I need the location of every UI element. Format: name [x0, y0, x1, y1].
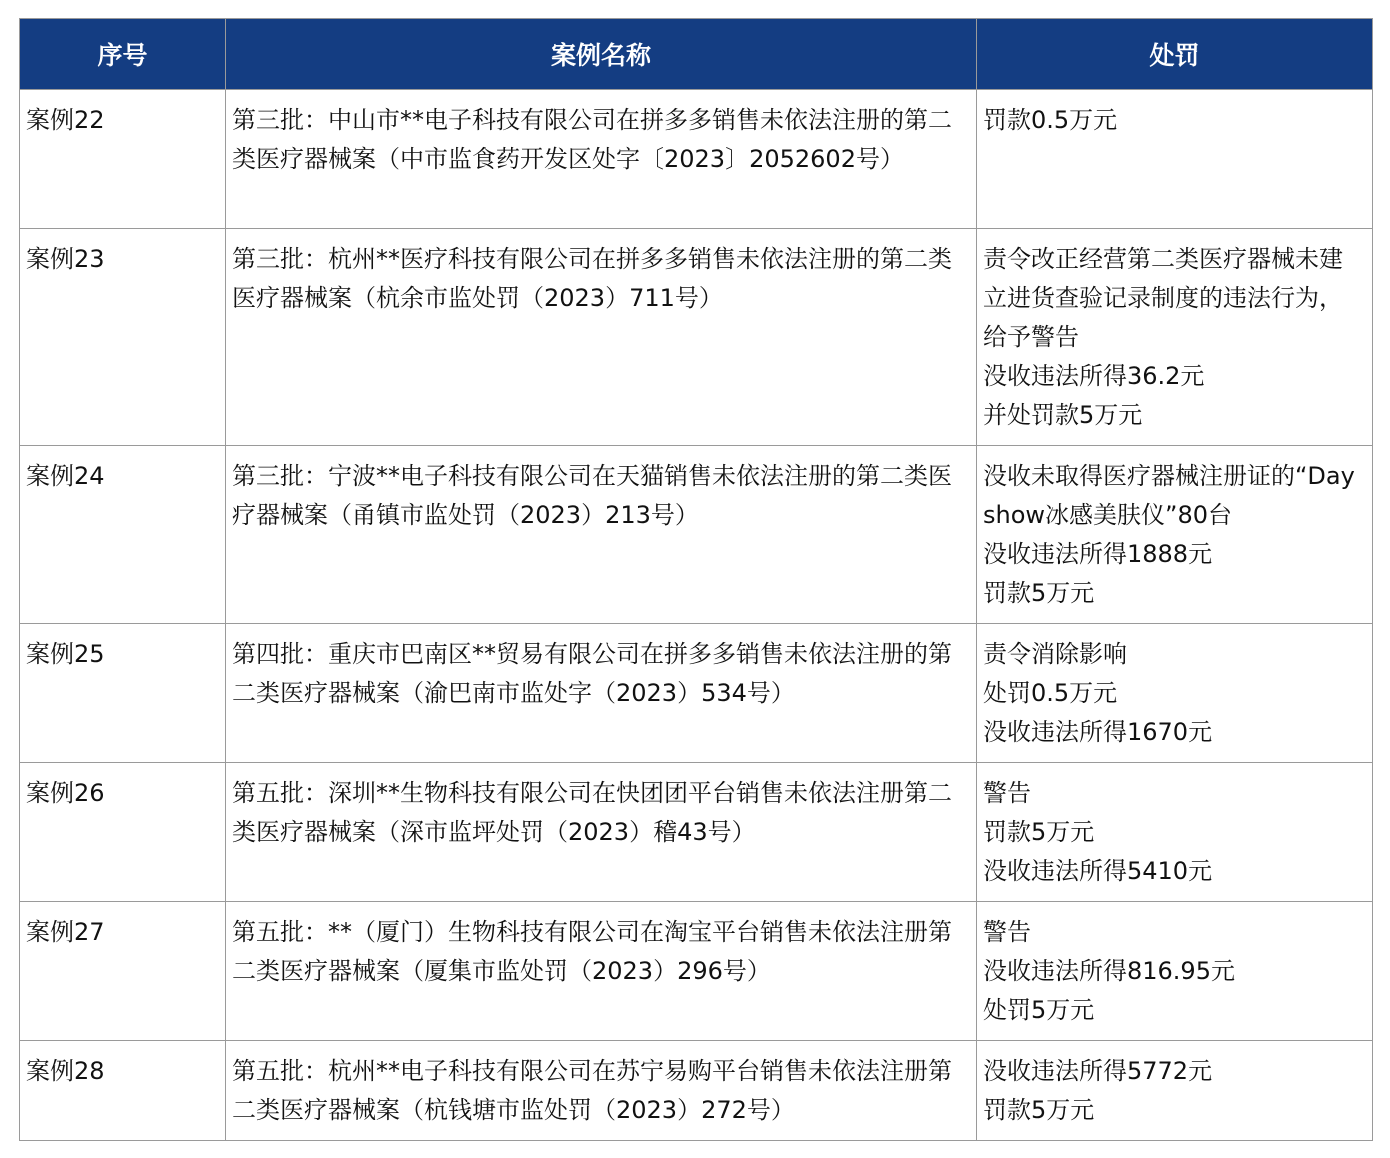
table-row [20, 763, 1373, 902]
case-penalty [977, 1041, 1373, 1141]
header-case-name: 案例名称 [226, 19, 977, 90]
penalty-line: 没收违法所得5410元 [983, 857, 1213, 885]
case-id: 案例28 [20, 1041, 226, 1141]
case-name: 第五批：杭州**电子科技有限公司在苏宁易购平台销售未依法注册第二类医疗器械案（杭钱塘市监处罚（2023）272号） [226, 1041, 977, 1141]
case-id: 案例25 [20, 624, 226, 763]
penalty-line: 罚款5万元 [983, 818, 1095, 846]
case-name: 第三批：杭州**医疗科技有限公司在拼多多销售未依法注册的第二类医疗器械案（杭余市监处罚（2023）711号） [226, 229, 977, 446]
penalty-line: 警告 [983, 779, 1031, 807]
header-row [20, 19, 1373, 90]
table-row [20, 1041, 1373, 1141]
cases-table [19, 18, 1373, 1141]
penalty-line: 没收未取得医疗器械注册证的“Dayshow冰感美肤仪”80台 [983, 462, 1355, 529]
case-id: 案例22 [20, 90, 226, 229]
case-penalty [977, 624, 1373, 763]
table-row [20, 624, 1373, 763]
penalty-line: 并处罚款5万元 [983, 401, 1143, 429]
case-id: 案例23 [20, 229, 226, 446]
penalty-line: 没收违法所得36.2元 [983, 362, 1205, 390]
penalty-line: 没收违法所得1670元 [983, 718, 1213, 746]
case-id: 案例27 [20, 902, 226, 1041]
case-id: 案例24 [20, 446, 226, 624]
penalty-line: 处罚5万元 [983, 996, 1095, 1024]
case-penalty [977, 446, 1373, 624]
case-penalty [977, 90, 1373, 229]
penalty-line: 没收违法所得5772元 [983, 1057, 1213, 1085]
penalty-line: 罚款5万元 [983, 1096, 1095, 1124]
header-index: 序号 [20, 19, 226, 90]
table-row [20, 902, 1373, 1041]
table-row [20, 446, 1373, 624]
case-penalty [977, 902, 1373, 1041]
penalty-line: 警告 [983, 918, 1031, 946]
case-name: 第三批：中山市**电子科技有限公司在拼多多销售未依法注册的第二类医疗器械案（中市监食药开发区处字〔2023〕2052602号） [226, 90, 977, 229]
penalty-line: 没收违法所得816.95元 [983, 957, 1235, 985]
case-id: 案例26 [20, 763, 226, 902]
penalty-line: 责令改正经营第二类医疗器械未建立进货查验记录制度的违法行为，给予警告 [983, 245, 1343, 351]
table-row [20, 229, 1373, 446]
penalty-line: 罚款0.5万元 [983, 106, 1118, 134]
case-name: 第五批：**（厦门）生物科技有限公司在淘宝平台销售未依法注册第二类医疗器械案（厦集市监处罚（2023）296号） [226, 902, 977, 1041]
penalty-line: 罚款5万元 [983, 579, 1095, 607]
penalty-line: 没收违法所得1888元 [983, 540, 1213, 568]
penalty-line: 责令消除影响 [983, 640, 1127, 668]
penalty-line: 处罚0.5万元 [983, 679, 1118, 707]
case-name: 第三批：宁波**电子科技有限公司在天猫销售未依法注册的第二类医疗器械案（甬镇市监处罚（2023）213号） [226, 446, 977, 624]
table-row [20, 90, 1373, 229]
case-penalty [977, 763, 1373, 902]
case-name: 第四批：重庆市巴南区**贸易有限公司在拼多多销售未依法注册的第二类医疗器械案（渝巴南市监处字（2023）534号） [226, 624, 977, 763]
case-name: 第五批：深圳**生物科技有限公司在快团团平台销售未依法注册第二类医疗器械案（深市监坪处罚（2023）稽43号） [226, 763, 977, 902]
header-penalty: 处罚 [977, 19, 1373, 90]
case-penalty [977, 229, 1373, 446]
